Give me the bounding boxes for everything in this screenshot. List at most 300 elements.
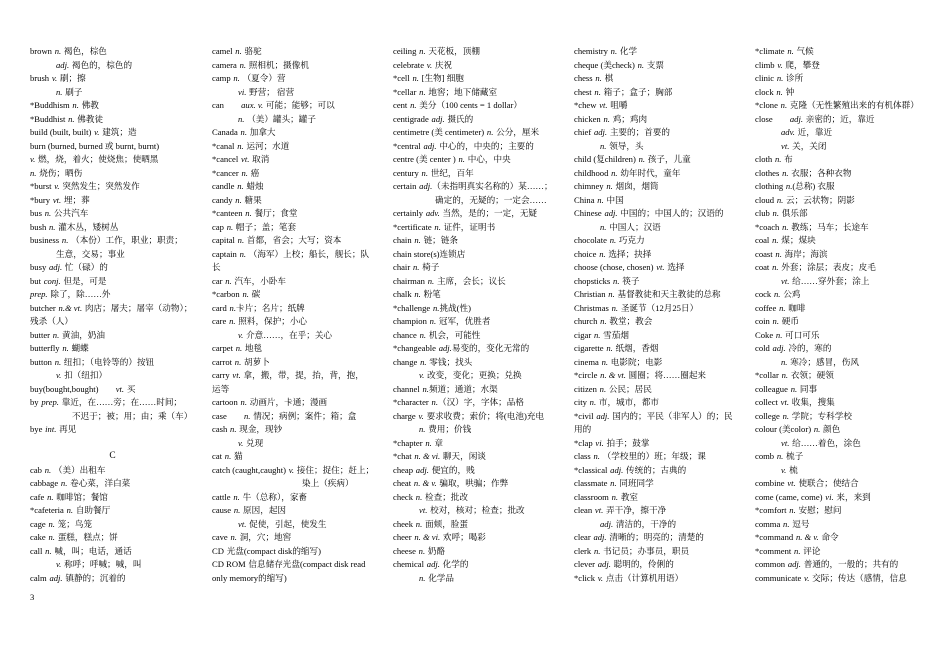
headword: clothes — [755, 167, 780, 178]
vocab-line — [212, 207, 390, 221]
part-of-speech: n. — [240, 127, 247, 137]
definition: 褐色，棕色 — [63, 46, 107, 56]
part-of-speech: n. — [776, 86, 783, 97]
part-of-speech: n. — [429, 316, 437, 326]
headword: clock — [755, 86, 774, 97]
headword: childhood — [574, 167, 609, 178]
vocab-line — [393, 464, 571, 478]
headword: capital — [212, 235, 235, 245]
vocab-line — [574, 45, 752, 59]
headword: candy — [212, 194, 233, 205]
definition: 点击（计算机用语） — [605, 572, 684, 583]
part-of-speech: v. — [418, 410, 424, 421]
vocab-line — [30, 329, 208, 343]
headword: cave — [212, 532, 228, 542]
headword: buy(bought,bought) — [30, 383, 99, 394]
definition: 海岸；海滨 — [784, 248, 828, 259]
vocab-line — [755, 315, 933, 329]
definition: 癌 — [250, 167, 260, 178]
headword: *comfort — [755, 505, 787, 515]
vocab-column-2 — [212, 45, 390, 585]
part-of-speech: n. — [66, 505, 74, 515]
vocab-line — [755, 504, 933, 518]
headword: bus — [30, 208, 42, 218]
definition: 蛋糕，糕点；饼 — [57, 532, 118, 542]
part-of-speech: adj. — [789, 113, 803, 124]
part-of-speech: n. — [606, 181, 613, 191]
definition: 煤；煤块 — [781, 235, 816, 245]
definition: 猫 — [233, 451, 243, 461]
vocab-line — [574, 572, 752, 586]
headword: cage — [30, 518, 46, 529]
headword: cheese — [393, 545, 416, 556]
headword: chance — [393, 329, 417, 340]
definition: 拿，搬，带，提，抬，背，抱， — [243, 370, 364, 380]
definition: 咀嚼 — [610, 100, 628, 110]
headword: combine — [755, 478, 785, 488]
definition: 俱乐部 — [781, 208, 808, 218]
part-of-speech: n. — [233, 505, 241, 515]
definition: 笼；鸟笼 — [57, 518, 93, 529]
vocab-line — [30, 491, 208, 505]
part-of-speech: n. — [593, 545, 601, 556]
part-of-speech: n. — [434, 221, 441, 232]
headword: chopsticks — [574, 275, 611, 286]
vocab-line — [212, 194, 390, 208]
definition: 主要的；首要的 — [609, 127, 670, 137]
part-of-speech: n. — [613, 275, 620, 286]
definition: 长 — [212, 262, 221, 272]
part-of-speech: n. — [782, 221, 789, 232]
definition: 摄氏的 — [447, 113, 474, 124]
vocab-line — [574, 437, 752, 451]
part-of-speech: vt. — [419, 505, 428, 515]
part-of-speech: n. — [775, 248, 782, 259]
vocab-line — [755, 153, 933, 167]
vocab-line — [212, 572, 390, 586]
headword: coin — [755, 316, 770, 326]
definition: 餐厅；食堂 — [254, 208, 298, 218]
definition: 圆圈；将……圈起来 — [628, 370, 707, 380]
definition: 原因，起因 — [243, 505, 287, 515]
definition: 庆祝 — [434, 59, 453, 70]
vocab-line — [574, 234, 752, 248]
headword: bush — [30, 221, 47, 232]
definition: 刷子 — [65, 86, 83, 97]
vocab-line — [212, 126, 390, 140]
headword: chocolate — [574, 235, 607, 245]
headword: chalk — [393, 289, 412, 299]
definition: 骗取，哄骗；作弊 — [439, 478, 509, 488]
definition: 肉店；屠夫；屠宰（动物）； — [84, 302, 193, 313]
headword: cheek — [393, 518, 414, 529]
definition: 面颊，脸蛋 — [425, 518, 468, 529]
vocab-line — [212, 383, 390, 397]
definition: 衣领；硬领 — [790, 370, 834, 380]
headword: brush — [30, 73, 50, 83]
definition: 书记员；办事员，职员 — [603, 545, 690, 556]
part-of-speech: n. — [608, 289, 615, 299]
vocab-line — [755, 450, 933, 464]
vocab-line — [755, 194, 933, 208]
part-of-speech: n. — [419, 329, 427, 340]
part-of-speech: adj. — [431, 113, 445, 124]
definition: 生意，交易；事业 — [56, 248, 125, 259]
part-of-speech: conj. — [43, 275, 61, 286]
definition: 中心，中央 — [467, 154, 511, 164]
part-of-speech: vt. — [780, 397, 790, 407]
part-of-speech: n. — [781, 356, 788, 367]
vocab-line — [755, 545, 933, 559]
definition: 当然，是的；一定，无疑 — [442, 208, 538, 218]
headword: child (复children) — [574, 154, 636, 164]
part-of-speech: vi. — [595, 437, 604, 448]
vocab-line — [212, 518, 390, 532]
part-of-speech: v. — [94, 127, 100, 137]
vocab-line — [212, 302, 390, 316]
definition: 确定的，无疑的；一定会…… — [435, 194, 547, 205]
vocab-line — [30, 234, 208, 248]
definition: 现金，现钞 — [239, 424, 283, 434]
part-of-speech: n. — [225, 275, 232, 286]
part-of-speech: adj. — [593, 127, 608, 137]
vocab-line — [755, 410, 933, 424]
headword: choose (chose, chosen) — [574, 262, 654, 272]
part-of-speech: n. — [420, 356, 427, 367]
definition: 中国 — [606, 194, 624, 205]
headword: clinic — [755, 73, 775, 83]
vocab-line — [393, 329, 571, 343]
part-of-speech: n. — [56, 86, 63, 97]
definition: 但是，可是 — [63, 275, 107, 286]
definition: 糖果 — [244, 194, 262, 205]
part-of-speech: n. — [790, 383, 798, 394]
vocab-line — [30, 356, 208, 370]
vocab-line — [212, 167, 390, 181]
vocab-line — [574, 342, 752, 356]
vocab-line — [574, 531, 752, 545]
part-of-speech: vt. — [232, 370, 241, 380]
definition: 佛教徒 — [77, 113, 104, 124]
vocab-line — [30, 531, 208, 545]
part-of-speech: n. — [425, 437, 432, 448]
part-of-speech: vt. — [594, 505, 604, 515]
headword: *carbon — [212, 289, 240, 299]
definition: 首都，省会；大写；资本 — [246, 235, 342, 245]
definition: 挑战(性) — [439, 302, 471, 313]
headword: cheer — [393, 532, 412, 542]
headword: *circle — [574, 370, 598, 380]
vocab-line — [574, 315, 752, 329]
definition: 易变的，变化无常的 — [451, 343, 530, 353]
vocab-line — [755, 167, 933, 181]
vocab-line — [212, 558, 390, 572]
headword: chicken — [574, 113, 601, 124]
definition: 教堂；教会 — [609, 316, 653, 326]
vocab-line — [574, 153, 752, 167]
vocab-line — [212, 531, 390, 545]
definition: 可能；能够；可以 — [265, 100, 335, 110]
definition: 电影院；电影 — [610, 356, 663, 367]
definition: 克隆（无性繁殖出来的有机体群） — [789, 100, 919, 110]
headword: city — [574, 397, 587, 407]
headword: *classical — [574, 464, 608, 475]
headword: coat — [755, 262, 770, 272]
vocab-line — [574, 518, 752, 532]
vocab-line — [30, 383, 208, 397]
definition: 筷子 — [622, 275, 640, 286]
vocab-line — [574, 275, 752, 289]
headword: cake — [30, 532, 46, 542]
vocab-line — [393, 396, 571, 410]
definition: 聪明的，伶俐的 — [613, 559, 674, 569]
vocab-line — [30, 140, 208, 154]
definition: 运等 — [212, 383, 230, 394]
vocab-line — [574, 383, 752, 397]
part-of-speech: n. — [775, 329, 783, 340]
headword: cigarette — [574, 343, 604, 353]
vocab-line — [393, 45, 571, 59]
definition: 光盘(compact disk的缩写) — [226, 545, 321, 556]
vocab-line — [30, 288, 208, 302]
part-of-speech: n. — [418, 545, 426, 556]
part-of-speech: n. — [48, 518, 55, 529]
definition: 化学品 — [428, 572, 454, 583]
vocab-line — [755, 207, 933, 221]
headword: chief — [574, 127, 592, 137]
part-of-speech: n. — [601, 356, 609, 367]
part-of-speech: n. — [414, 289, 421, 299]
part-of-speech: n. — [44, 464, 52, 475]
definition: 给……着色，涂色 — [792, 437, 861, 448]
headword: Canada — [212, 127, 238, 137]
headword: *burst — [30, 181, 52, 191]
part-of-speech: n.& vt. — [58, 302, 83, 313]
definition: 可口可乐 — [785, 329, 820, 340]
part-of-speech: n. — [781, 370, 789, 380]
vocab-line — [30, 396, 208, 410]
definition: 证件，证明书 — [443, 221, 496, 232]
part-of-speech: n. — [47, 491, 54, 502]
headword: *cell — [393, 73, 410, 83]
vocab-line — [30, 126, 208, 140]
part-of-speech: n. — [68, 113, 75, 124]
definition: 箱子；盒子；胸部 — [603, 86, 673, 97]
headword: check — [393, 491, 414, 502]
headword: *chapter — [393, 437, 423, 448]
definition: 咖啡 — [788, 302, 806, 313]
vocab-line — [393, 342, 571, 356]
part-of-speech: v. — [804, 572, 810, 583]
definition: 胡萝卜 — [244, 356, 270, 367]
definition: （本份）工作，职业；职责； — [71, 235, 183, 245]
vocab-line — [393, 99, 571, 113]
part-of-speech: vt. — [787, 478, 796, 488]
definition: 云；云状物；阴影 — [786, 194, 855, 205]
headword: carrot — [212, 356, 233, 367]
vocab-line — [393, 221, 571, 235]
headword: cigar — [574, 329, 592, 340]
part-of-speech: n. — [422, 383, 429, 394]
vocab-line — [30, 572, 208, 586]
vocab-line — [755, 180, 933, 194]
definition: 野营； 宿营 — [249, 86, 295, 97]
definition: 自助餐厅 — [75, 505, 111, 515]
definition: 纽扣；（电铃等的）按钮 — [63, 356, 155, 367]
part-of-speech: n. — [60, 478, 68, 488]
part-of-speech: n. — [415, 491, 423, 502]
definition: 公民；居民 — [608, 383, 652, 394]
part-of-speech: prep. — [41, 397, 59, 407]
vocab-line — [30, 167, 208, 181]
headword: clothing — [755, 181, 784, 191]
vocab-line — [574, 288, 752, 302]
part-of-speech: vt. — [238, 518, 247, 529]
vocab-line — [30, 342, 208, 356]
definition: 汽车，小卧车 — [234, 275, 287, 286]
definition: 烧伤；晒伤 — [39, 167, 83, 178]
definition: 硬币 — [781, 316, 799, 326]
vocab-line — [574, 140, 752, 154]
part-of-speech: adj. — [438, 343, 452, 353]
part-of-speech: v. — [426, 59, 433, 70]
part-of-speech: n. — [603, 113, 610, 124]
vocab-line — [393, 72, 571, 86]
part-of-speech: n. — [780, 100, 788, 110]
headword: by — [30, 397, 39, 407]
vocab-line — [574, 464, 752, 478]
headword: butter — [30, 329, 51, 340]
headword: *cancel — [212, 154, 239, 164]
headword: coast — [755, 248, 773, 259]
headword: chess — [574, 73, 593, 83]
vocab-line — [574, 167, 752, 181]
vocab-line — [574, 450, 752, 464]
vocab-line — [393, 531, 571, 545]
part-of-speech: n. — [62, 343, 69, 353]
part-of-speech: n. — [237, 235, 245, 245]
vocab-line — [393, 180, 571, 194]
definition: 费用；价钱 — [428, 424, 472, 434]
vocab-line — [212, 410, 390, 424]
headword: butcher — [30, 302, 56, 313]
headword: colour (美color) — [755, 424, 812, 434]
vocab-line — [393, 491, 571, 505]
vocab-line — [755, 396, 933, 410]
vocab-line — [393, 207, 571, 221]
part-of-speech: n. — [611, 167, 618, 178]
vocab-line — [574, 59, 752, 73]
part-of-speech: n. — [226, 221, 234, 232]
part-of-speech: vi. — [825, 491, 834, 502]
part-of-speech: n. — [419, 572, 426, 583]
headword: *cancer — [212, 167, 239, 178]
definition: 弄干净，擦干净 — [606, 505, 667, 515]
vocab-line — [212, 180, 390, 194]
definition: 动画片，卡通；漫画 — [249, 397, 328, 407]
part-of-speech: prep. — [30, 289, 48, 299]
part-of-speech: n. — [785, 181, 793, 191]
definition: 爬，攀登 — [785, 59, 820, 70]
headword: coffee — [755, 302, 777, 313]
part-of-speech: v. — [238, 329, 244, 340]
vocab-line — [212, 504, 390, 518]
headword: chimney — [574, 181, 604, 191]
definition: 地毯 — [244, 343, 263, 353]
definition: 传统的；古典的 — [626, 464, 687, 475]
definition: 收集，搜集 — [791, 397, 835, 407]
definition: 佛教 — [81, 100, 99, 110]
vocab-line — [30, 302, 208, 316]
definition: 梳子 — [786, 451, 804, 461]
definition: 燃，烧，着火；使烧焦；使晒黑 — [38, 154, 159, 164]
headword: brown — [30, 46, 52, 56]
definition: 气候 — [796, 46, 814, 56]
definition: 布 — [784, 154, 793, 164]
headword: cheque (美check) — [574, 59, 635, 70]
headword: cartoon — [212, 397, 238, 407]
headword: choice — [574, 248, 597, 259]
vocab-line — [30, 369, 208, 383]
definition: （未指明真实名称的）某……； — [432, 181, 553, 191]
vocab-line — [212, 140, 390, 154]
part-of-speech: n. — [237, 181, 244, 191]
vocab-line — [212, 450, 390, 464]
vocab-line — [212, 464, 390, 478]
part-of-speech: n. — [597, 194, 604, 205]
definition: 称呼；呼喊；喊，叫 — [64, 559, 142, 569]
definition: 学院；专科学校 — [791, 410, 852, 421]
vocab-line — [30, 99, 208, 113]
vocab-line — [212, 342, 390, 356]
vocab-line — [30, 275, 208, 289]
definition: 普通的，一般的；共有的 — [803, 559, 899, 569]
part-of-speech: n. — [637, 59, 645, 70]
definition: 校对，核对；检查；批改 — [430, 505, 525, 515]
vocab-line — [574, 356, 752, 370]
headword: *clone — [755, 100, 778, 110]
definition: 市，城市，都市 — [598, 397, 660, 407]
vocab-line — [755, 572, 933, 586]
headword: cattle — [212, 491, 231, 502]
vocab-line — [30, 194, 208, 208]
vocab-line — [393, 477, 571, 491]
headword: chain store(s) — [393, 248, 440, 259]
definition: 蝴蝶 — [71, 343, 89, 353]
part-of-speech: n. — [230, 424, 237, 434]
headword: can — [212, 100, 224, 110]
headword: cash — [212, 424, 228, 434]
definition: 喊，叫；电话，通话 — [54, 545, 132, 556]
headword: Christmas — [574, 302, 609, 313]
part-of-speech: vt. — [52, 194, 62, 205]
part-of-speech: n. — [49, 221, 56, 232]
vocab-line — [393, 423, 571, 437]
part-of-speech: n. — [595, 73, 602, 83]
definition: 诊所 — [786, 73, 804, 83]
vocab-line — [574, 248, 752, 262]
definition: （汉）字，字体；品格 — [437, 397, 524, 407]
definition: 世纪，百年 — [430, 167, 474, 178]
part-of-speech: n. — [45, 545, 52, 556]
vocab-line — [30, 504, 208, 518]
headword: charge — [393, 410, 416, 421]
definition: （夏令）营 — [242, 73, 286, 83]
vocab-line — [574, 504, 752, 518]
part-of-speech: n. — [239, 59, 247, 70]
vocab-line — [393, 356, 571, 370]
definition: 烟囱，烟筒 — [615, 181, 659, 191]
